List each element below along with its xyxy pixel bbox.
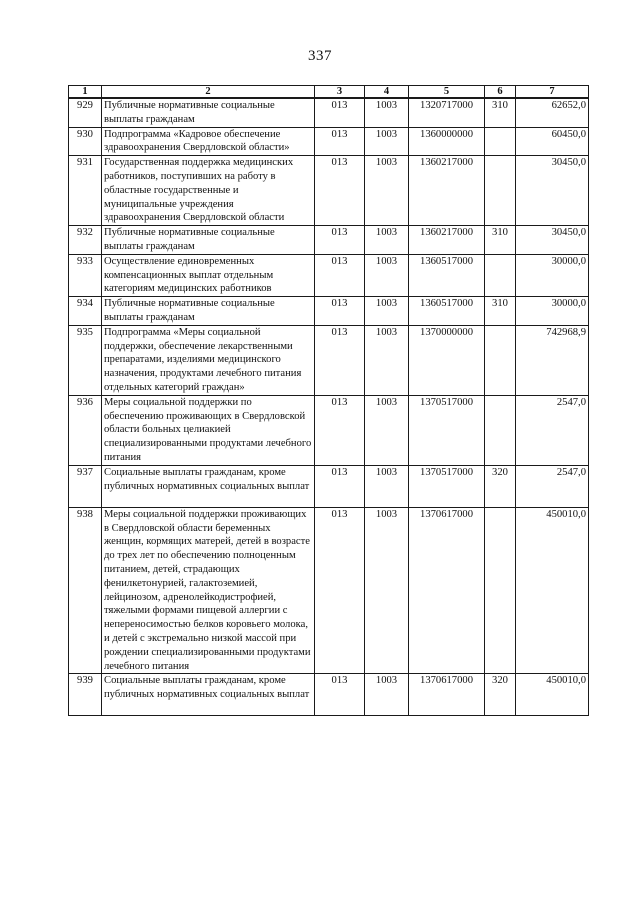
row-number: 929 (69, 98, 102, 127)
table-header-row (69, 86, 589, 99)
table-row (69, 297, 589, 326)
row-name: Публичные нормативные социальные выплаты гражданам (102, 297, 315, 326)
row-number: 936 (69, 395, 102, 465)
row-col5: 1320717000 (409, 98, 485, 127)
row-col6: 310 (485, 98, 516, 127)
table-row (69, 127, 589, 156)
row-amount: 30000,0 (516, 254, 589, 296)
row-col5: 1360000000 (409, 127, 485, 156)
header-cell: 1 (69, 86, 102, 99)
row-col4: 1003 (365, 465, 409, 507)
row-col5: 1360217000 (409, 226, 485, 255)
row-col3: 013 (315, 325, 365, 395)
row-amount: 30450,0 (516, 156, 589, 226)
row-col4: 1003 (365, 98, 409, 127)
row-col4: 1003 (365, 395, 409, 465)
row-col6: 320 (485, 465, 516, 507)
header-cell: 4 (365, 86, 409, 99)
header-cell: 7 (516, 86, 589, 99)
row-col3: 013 (315, 254, 365, 296)
table-row (69, 98, 589, 127)
row-col6: 310 (485, 226, 516, 255)
page-number: 337 (308, 48, 332, 64)
header-cell: 2 (102, 86, 315, 99)
row-name: Публичные нормативные социальные выплаты гражданам (102, 226, 315, 255)
row-amount: 2547,0 (516, 465, 589, 507)
row-number: 938 (69, 507, 102, 674)
row-col4: 1003 (365, 156, 409, 226)
row-number: 935 (69, 325, 102, 395)
row-col5: 1370000000 (409, 325, 485, 395)
row-col4: 1003 (365, 127, 409, 156)
row-col3: 013 (315, 156, 365, 226)
row-col4: 1003 (365, 297, 409, 326)
table-row (69, 395, 589, 465)
row-amount: 30000,0 (516, 297, 589, 326)
row-amount: 62652,0 (516, 98, 589, 127)
row-number: 937 (69, 465, 102, 507)
row-number: 931 (69, 156, 102, 226)
table-row (69, 226, 589, 255)
table-row (69, 465, 589, 507)
row-col3: 013 (315, 507, 365, 674)
row-number: 934 (69, 297, 102, 326)
row-col3: 013 (315, 297, 365, 326)
header-cell: 5 (409, 86, 485, 99)
row-col6 (485, 156, 516, 226)
row-col4: 1003 (365, 254, 409, 296)
row-col3: 013 (315, 674, 365, 716)
row-number: 930 (69, 127, 102, 156)
table-row (69, 674, 589, 716)
row-col5: 1370517000 (409, 395, 485, 465)
row-col5: 1370617000 (409, 674, 485, 716)
row-amount: 450010,0 (516, 674, 589, 716)
row-col6 (485, 395, 516, 465)
row-name: Подпрограмма «Кадровое обеспечение здравоохранения Свердловской области» (102, 127, 315, 156)
table-row (69, 156, 589, 226)
table-row (69, 254, 589, 296)
table-row (69, 325, 589, 395)
table-row (69, 507, 589, 674)
row-col3: 013 (315, 465, 365, 507)
row-number: 932 (69, 226, 102, 255)
header-cell: 3 (315, 86, 365, 99)
row-col5: 1370617000 (409, 507, 485, 674)
row-amount: 450010,0 (516, 507, 589, 674)
row-name: Подпрограмма «Меры социальной поддержки, обеспечение лекарственными препаратами, изделиями медицинского назначения, продуктами лечебного питания отдельных категорий граждан» (102, 325, 315, 395)
row-col6: 310 (485, 297, 516, 326)
row-col3: 013 (315, 127, 365, 156)
row-amount: 742968,9 (516, 325, 589, 395)
row-col4: 1003 (365, 325, 409, 395)
row-name: Социальные выплаты гражданам, кроме публичных нормативных социальных выплат (102, 674, 315, 716)
row-name: Государственная поддержка медицинских работников, поступивших на работу в областные государственные и муниципальные учреждения здравоохранения Свердловской области (102, 156, 315, 226)
row-name: Меры социальной поддержки проживающих в Свердловской области беременных женщин, кормящих матерей, детей в возрасте до трех лет по обеспечению полноценным питанием, детей, страдающих фенилкетонурией, галактоземией, лейцинозом, адренолейкодистрофией, тяжелыми формами пищевой аллергии с непереносимостью белков коровьего молока, и детей с экстремально низкой массой при рождении специализированными продуктами лечебного питания (102, 507, 315, 674)
row-col4: 1003 (365, 674, 409, 716)
row-col3: 013 (315, 395, 365, 465)
row-amount: 30450,0 (516, 226, 589, 255)
row-col6 (485, 127, 516, 156)
row-name: Осуществление единовременных компенсационных выплат отдельным категориям медицинских работников (102, 254, 315, 296)
row-amount: 60450,0 (516, 127, 589, 156)
row-number: 939 (69, 674, 102, 716)
row-col5: 1370517000 (409, 465, 485, 507)
row-name: Публичные нормативные социальные выплаты гражданам (102, 98, 315, 127)
row-col6 (485, 325, 516, 395)
row-name: Социальные выплаты гражданам, кроме публичных нормативных социальных выплат (102, 465, 315, 507)
row-amount: 2547,0 (516, 395, 589, 465)
row-number: 933 (69, 254, 102, 296)
row-col4: 1003 (365, 226, 409, 255)
row-col5: 1360517000 (409, 254, 485, 296)
row-col6 (485, 254, 516, 296)
row-col6: 320 (485, 674, 516, 716)
row-col5: 1360517000 (409, 297, 485, 326)
header-cell: 6 (485, 86, 516, 99)
row-col3: 013 (315, 226, 365, 255)
budget-table (68, 85, 589, 716)
row-col3: 013 (315, 98, 365, 127)
row-name: Меры социальной поддержки по обеспечению проживающих в Свердловской области больных целиакией специализированными продуктами лечебного питания (102, 395, 315, 465)
row-col4: 1003 (365, 507, 409, 674)
row-col6 (485, 507, 516, 674)
row-col5: 1360217000 (409, 156, 485, 226)
